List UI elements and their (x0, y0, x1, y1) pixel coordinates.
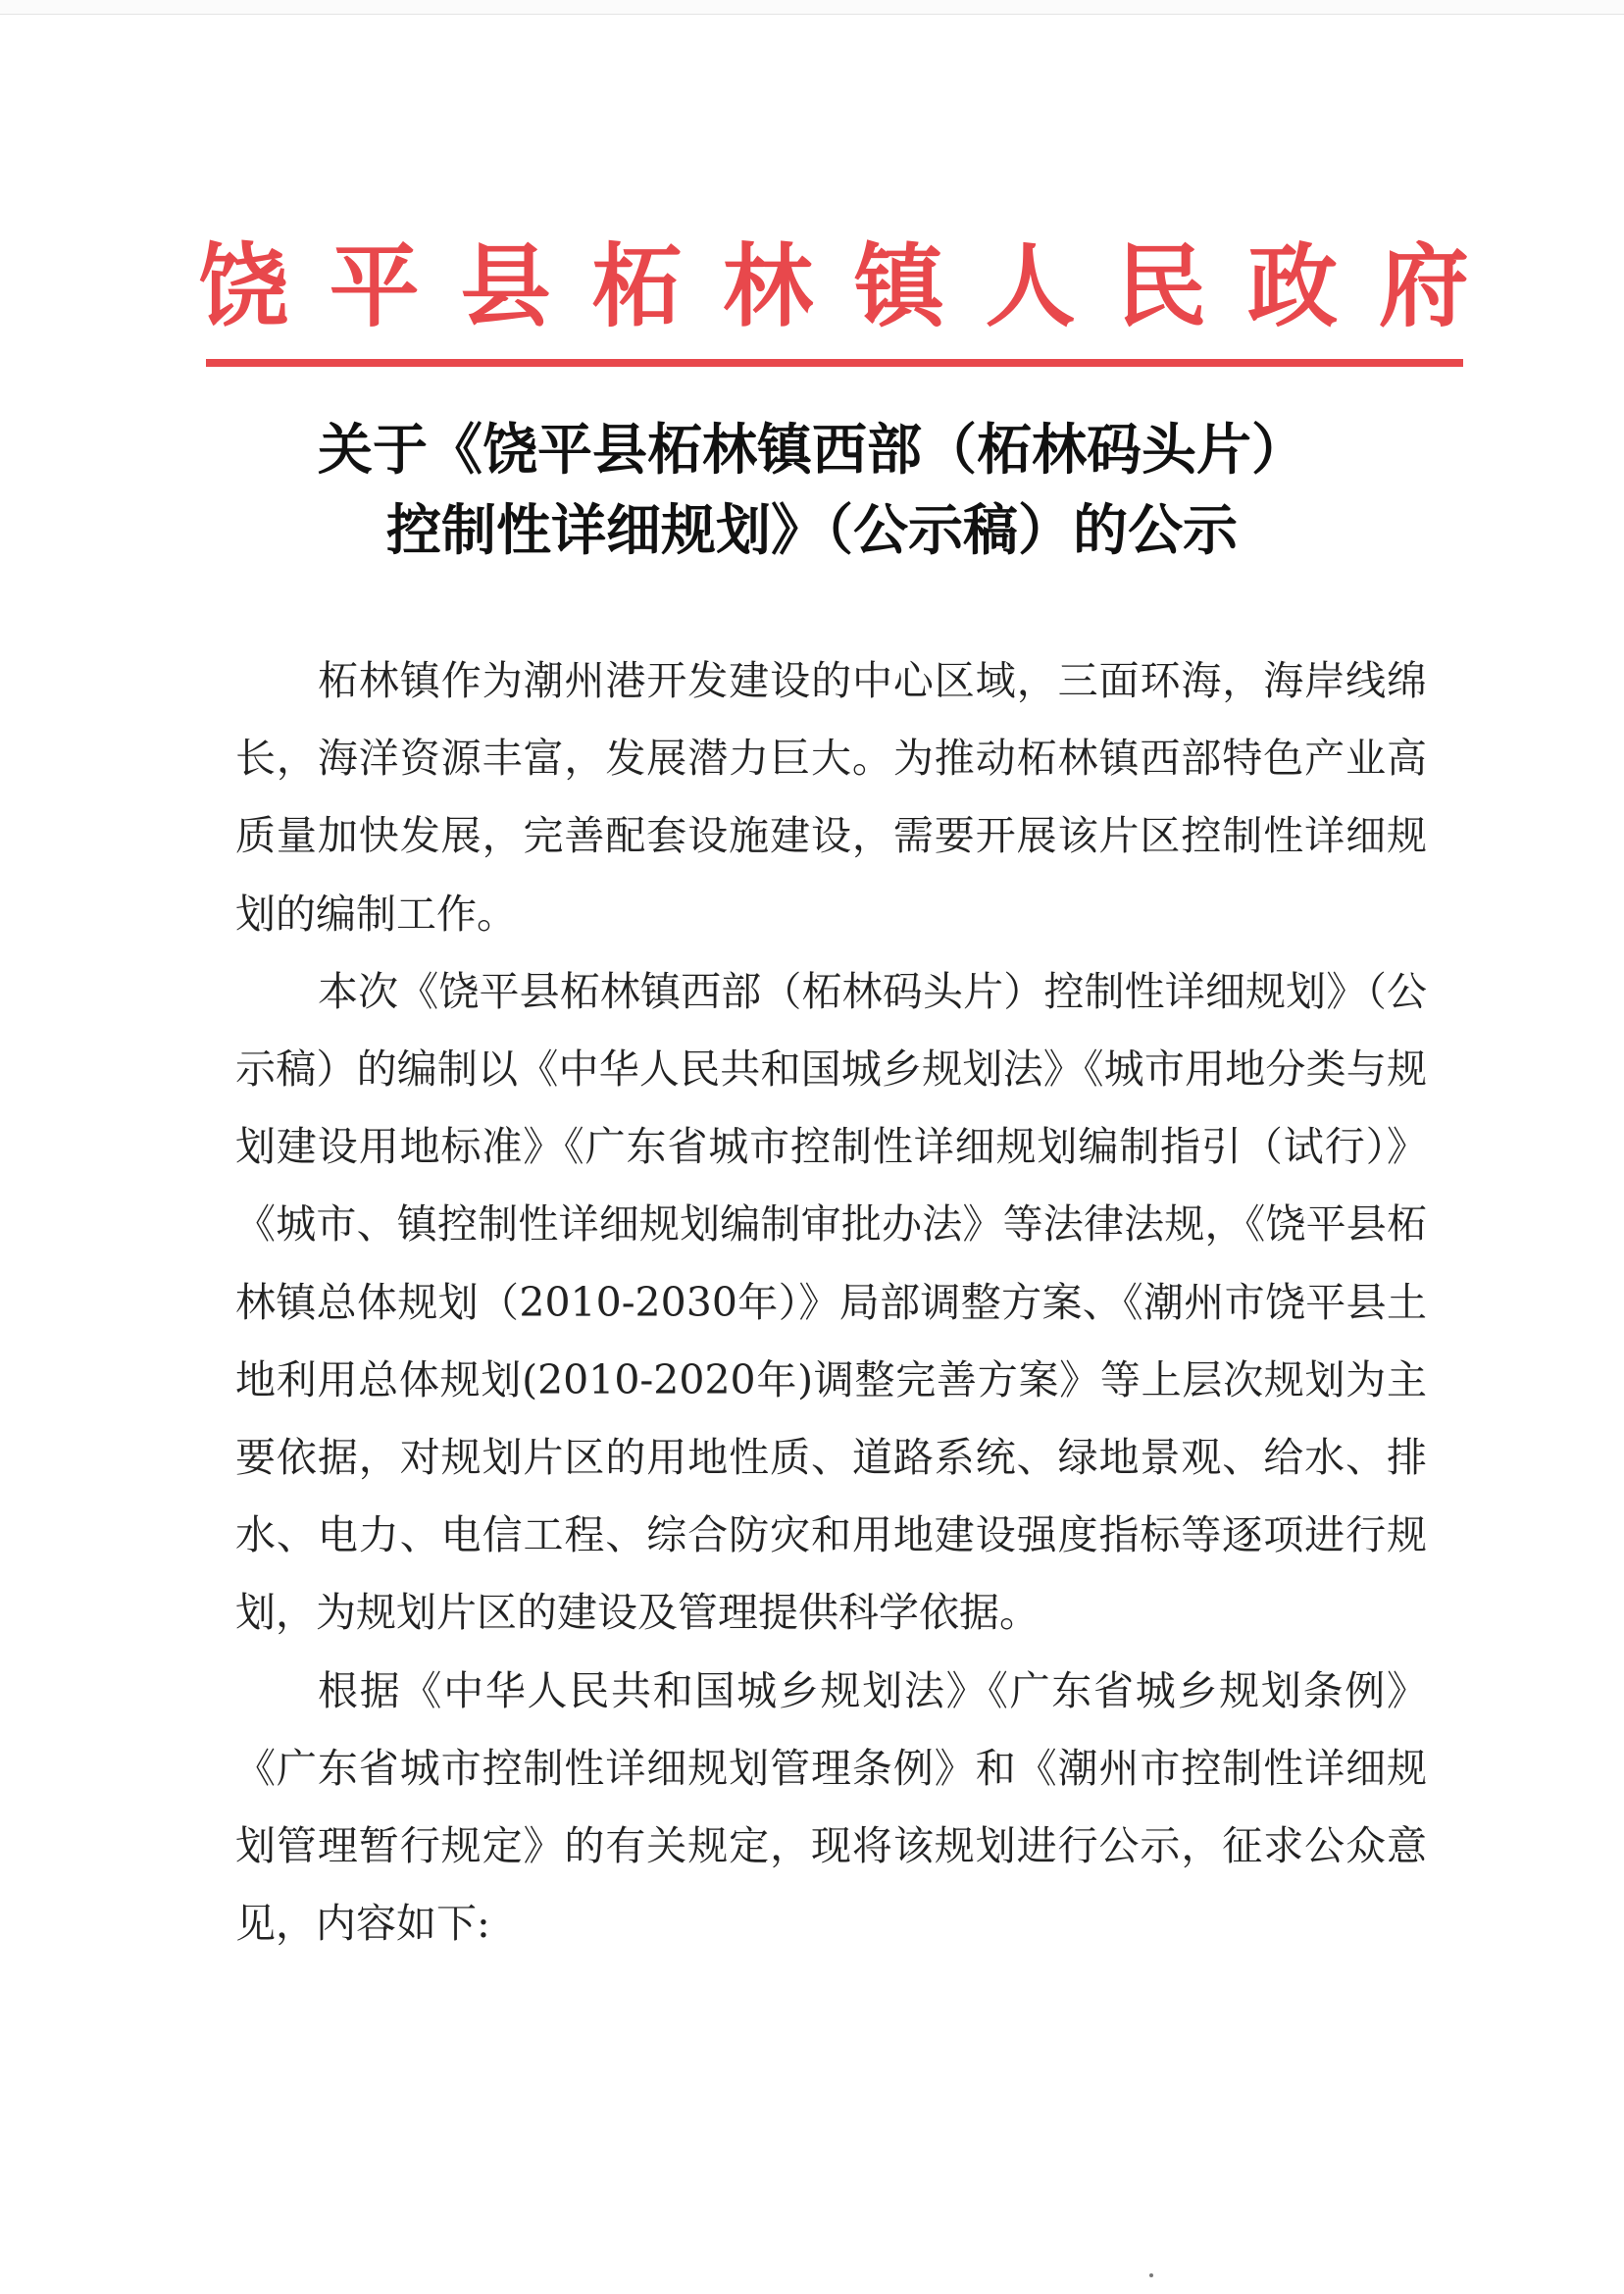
letterhead-char: 政 (1247, 233, 1339, 339)
scan-speck (1149, 2273, 1153, 2277)
letterhead-char: 柘 (591, 233, 683, 339)
letterhead-char: 府 (1378, 233, 1469, 339)
letterhead-char: 平 (329, 233, 420, 339)
letterhead-char: 人 (985, 233, 1076, 339)
letterhead-char: 县 (460, 233, 551, 339)
letterhead-char: 林 (723, 233, 814, 339)
body-paragraph-1: 柘林镇作为潮州港开发建设的中心区域，三面环海，海岸线绵长，海洋资源丰富，发展潜力巨大。为推动柘林镇西部特色产业高质量加快发展，完善配套设施建设，需要开展该片区控制性详细规划的编制工作。 (235, 657, 1427, 938)
letterhead (196, 228, 1471, 345)
letterhead-char: 饶 (197, 233, 288, 339)
document-body (235, 642, 1427, 1963)
document-title (147, 410, 1477, 571)
body-paragraph-2: 本次《饶平县柘林镇西部（柘林码头片）控制性详细规划》（公示稿）的编制以《中华人民共和国城乡规划法》《城市用地分类与规划建设用地标准》《广东省城市控制性详细规划编制指引（试行）》《城市、镇控制性详细规划编制审批办法》等法律法规，《饶平县柘林镇总体规划（2010-2030年）》局部调整方案、《潮州市饶平县土地利用总体规划(2010-2020年)调整完善方案》等上层次规划为主要依据，对规划片区的用地性质、道路系统、绿地景观、给水、排水、电力、电信工程、综合防灾和用地建设强度指标等逐项进行规划，为规划片区的建设及管理提供科学依据。 (235, 967, 1427, 1637)
letterhead-red-rule (206, 359, 1463, 367)
letterhead-char: 镇 (853, 233, 944, 339)
letterhead-char: 民 (1116, 233, 1207, 339)
title-line-2: 控制性详细规划》（公示稿）的公示 (386, 498, 1238, 563)
page-top-edge (0, 0, 1624, 15)
body-paragraph-3: 根据《中华人民共和国城乡规划法》《广东省城乡规划条例》《广东省城市控制性详细规划管理条例》和《潮州市控制性详细规划管理暂行规定》的有关规定，现将该规划进行公示，征求公众意见，内容如下: (235, 1666, 1427, 1948)
title-line-1: 关于《饶平县柘林镇西部（柘林码头片） (318, 418, 1306, 483)
